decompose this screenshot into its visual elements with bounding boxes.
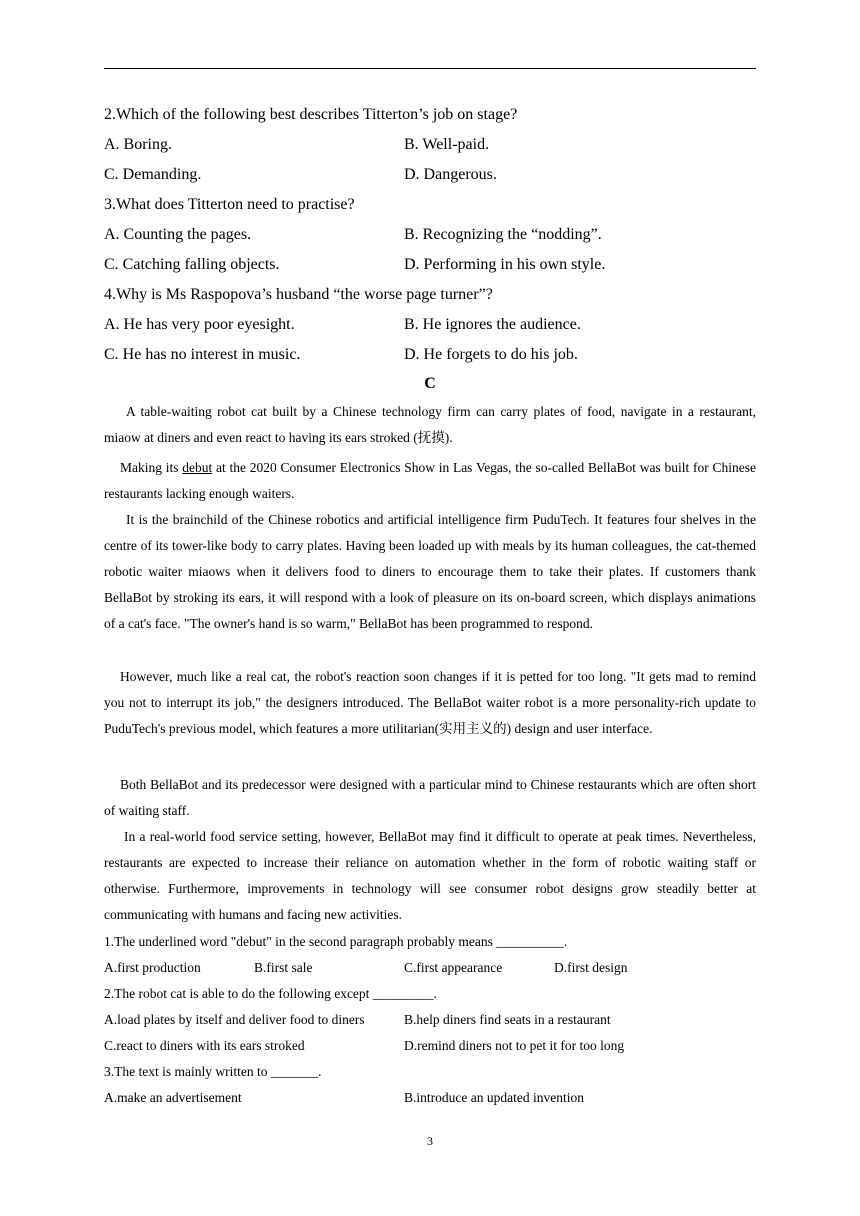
c-question-1-stem: 1.The underlined word "debut" in the second paragraph probably means __________. <box>104 934 568 949</box>
c-question-1-option-d: D.first design <box>554 960 628 975</box>
passage-paragraph-1: A table-waiting robot cat built by a Chinese technology firm can carry plates of food, navigate in a restaurant, miaow at diners and even react to having its ears stroked (抚摸). <box>104 404 756 445</box>
question-3-option-a: A. Counting the pages. <box>104 226 252 243</box>
c-question-3-option-a: A.make an advertisement <box>104 1090 242 1105</box>
c-question-2-option-a: A.load plates by itself and deliver food to diners <box>104 1012 365 1027</box>
passage-paragraph-2 <box>104 455 756 507</box>
question-2-option-b: B. Well-paid. <box>404 136 490 153</box>
p2-text-before: Making its <box>120 460 183 475</box>
passage-paragraph-6: In a real-world food service setting, however, BellaBot may find it difficult to operate at peak times. Nevertheless, restaurants are expected to increase their reliance on automation whether in the form of robotic waiting staff or otherwise. Furthermore, improvements in technology will see consumer robot designs grow steadily better at communicating with humans and facing new activities. <box>104 829 756 922</box>
question-4-option-c: C. He has no interest in music. <box>104 346 301 363</box>
c-question-1-option-c: C.first appearance <box>404 960 503 975</box>
p2-text-after: at the 2020 Consumer Electronics Show in Las Vegas, the so-called BellaBot was built for Chinese restaurants lacking enough waiters. <box>104 460 756 501</box>
question-4-option-d: D. He forgets to do his job. <box>404 346 578 363</box>
c-question-1-option-b: B.first sale <box>254 960 313 975</box>
question-3-stem: 3.What does Titterton need to practise? <box>104 196 355 213</box>
underlined-word-debut: debut <box>182 460 213 475</box>
passage-paragraph-4: However, much like a real cat, the robot's reaction soon changes if it is petted for too long. "It gets mad to remind you not to interrupt its job," the designers introduced. The BellaBot waiter robot is a more personality-rich update to PuduTech's previous model, which features a more utilitarian(实用主义的) design and user interface. <box>104 669 756 736</box>
question-4-stem: 4.Why is Ms Raspopova’s husband “the worse page turner”? <box>104 286 493 303</box>
header-rule <box>104 68 756 69</box>
question-4-option-a: A. He has very poor eyesight. <box>104 316 295 333</box>
question-2-option-c: C. Demanding. <box>104 166 202 183</box>
c-question-2-option-d: D.remind diners not to pet it for too long <box>404 1038 625 1053</box>
question-2-stem: 2.Which of the following best describes Titterton’s job on stage? <box>104 106 518 123</box>
question-2-option-d: D. Dangerous. <box>404 166 497 183</box>
question-3-option-b: B. Recognizing the “nodding”. <box>404 226 602 243</box>
c-question-2-stem: 2.The robot cat is able to do the following except _________. <box>104 986 437 1001</box>
passage-paragraph-5: Both BellaBot and its predecessor were designed with a particular mind to Chinese restaurants which are often short of waiting staff. <box>104 777 756 818</box>
question-2-option-a: A. Boring. <box>104 136 172 153</box>
c-question-3-option-b: B.introduce an updated invention <box>404 1090 584 1105</box>
c-question-2-option-c: C.react to diners with its ears stroked <box>104 1038 305 1053</box>
question-3-option-d: D. Performing in his own style. <box>404 256 606 273</box>
c-question-3-stem: 3.The text is mainly written to _______. <box>104 1064 322 1079</box>
question-4-option-b: B. He ignores the audience. <box>404 316 581 333</box>
question-3-option-c: C. Catching falling objects. <box>104 256 280 273</box>
passage-paragraph-3: It is the brainchild of the Chinese robotics and artificial intelligence firm PuduTech. It features four shelves in the centre of its tower-like body to carry plates. Having been loaded up with meals by its human colleagues, the cat-themed robotic waiter miaows when it delivers food to diners to encourage them to take their plates. If customers thank BellaBot by stroking its ears, it will respond with a look of pleasure on its on-board screen, which displays animations of a cat's face. "The owner's hand is so warm," BellaBot has been programmed to respond. <box>104 512 756 631</box>
c-question-1-option-a: A.first production <box>104 960 201 975</box>
page-number: 3 <box>427 1134 433 1148</box>
c-question-2-option-b: B.help diners find seats in a restaurant <box>404 1012 611 1027</box>
section-heading-c: C <box>424 375 436 392</box>
